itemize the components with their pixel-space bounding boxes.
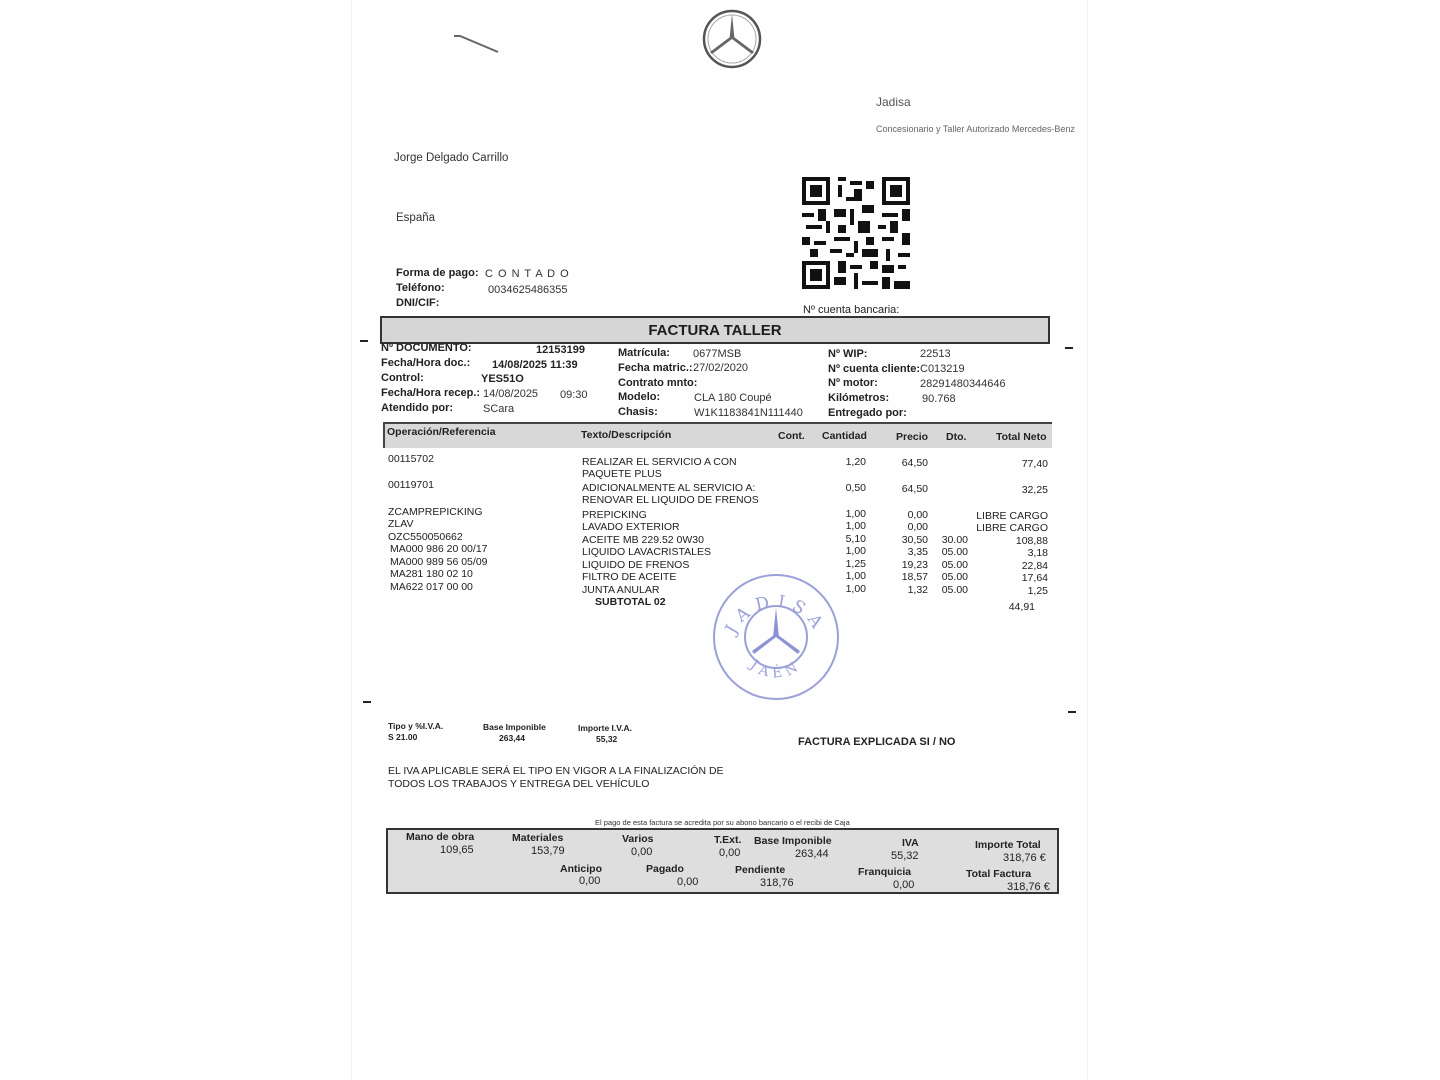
- item-desc: LIQUIDO DE FRENOS: [582, 559, 690, 571]
- item-disc: 05.00: [941, 559, 968, 571]
- item-total: 32,25: [1021, 484, 1048, 496]
- item-desc: PREPICKING: [582, 509, 647, 521]
- invoice-total-value: 318,76 €: [1007, 881, 1050, 893]
- payment-value: C O N T A D O: [485, 268, 570, 280]
- col-ref: Operación/Referencia: [387, 426, 496, 438]
- franchise-label: Franquicia: [858, 866, 912, 878]
- labor-value: 109,65: [440, 844, 474, 856]
- paid-value: 0,00: [677, 876, 699, 888]
- materials-value: 153,79: [531, 845, 565, 857]
- phone-value: 0034625486355: [488, 284, 568, 296]
- item-qty: 0,50: [845, 482, 866, 494]
- item-ref: MA281 180 02 10: [390, 568, 473, 580]
- km-value: 90.768: [922, 393, 956, 405]
- engine-value: 28291480344646: [920, 378, 1006, 390]
- advance-value: 0,00: [579, 875, 601, 887]
- item-disc: 05.00: [941, 546, 968, 558]
- item-qty: 1,25: [845, 558, 866, 570]
- vat-notice-line2: TODOS LOS TRABAJOS Y ENTREGA DEL VEHÍCULO: [388, 778, 650, 790]
- invoice-explained: FACTURA EXPLICADA SI / NO: [798, 736, 956, 748]
- item-qty: 1,00: [845, 508, 866, 520]
- control-label: Control:: [381, 372, 424, 384]
- item-price: 18,57: [901, 571, 928, 583]
- company-name: Jadisa: [876, 95, 911, 109]
- qr-code: [802, 177, 910, 289]
- reception-date: 14/08/2025: [483, 388, 539, 400]
- item-desc-2: RENOVAR EL LIQUIDO DE FRENOS: [582, 494, 759, 506]
- contract-label: Contrato mnto:: [618, 377, 698, 389]
- item-price: 64,50: [901, 457, 928, 469]
- delivered-label: Entregado por:: [828, 407, 907, 419]
- import-total-value: 318,76 €: [1003, 852, 1046, 864]
- col-disc: Dto.: [946, 431, 967, 443]
- phone-label: Teléfono:: [396, 282, 445, 294]
- text-label: T.Ext.: [714, 834, 742, 846]
- item-total: 77,40: [1021, 458, 1048, 470]
- item-desc: LIQUIDO LAVACRISTALES: [582, 546, 711, 558]
- plate-value: 0677MSB: [693, 348, 742, 360]
- iva-label: IVA: [902, 837, 919, 849]
- vat-type-label: Tipo y %I.V.A.: [388, 721, 444, 731]
- item-qty: 1,00: [845, 570, 866, 582]
- vat-amount-value: 55,32: [596, 734, 618, 744]
- invoice-total-label: Total Factura: [966, 868, 1032, 880]
- doc-number-value: 12153199: [536, 344, 585, 356]
- item-desc: ACEITE MB 229.52 0W30: [582, 534, 704, 546]
- client-account-label: Nº cuenta cliente:: [828, 363, 921, 375]
- payment-note: El pago de esta factura se acredita por su abono bancario o el recibi de Caja: [595, 818, 850, 827]
- item-total: LIBRE CARGO: [976, 510, 1048, 522]
- model-value: CLA 180 Coupé: [694, 392, 772, 404]
- invoice-title: FACTURA TALLER: [380, 316, 1050, 344]
- pending-label: Pendiente: [735, 864, 786, 876]
- reception-label: Fecha/Hora recep.:: [381, 387, 481, 399]
- engine-label: Nº motor:: [828, 377, 878, 389]
- item-qty: 1,00: [845, 545, 866, 557]
- materials-label: Materiales: [512, 832, 564, 844]
- text-value: 0,00: [719, 847, 741, 859]
- client-account-value: C013219: [920, 363, 965, 375]
- jadisa-jaen-stamp: [711, 572, 841, 702]
- stamp-bottom-text: JAÉN: [746, 657, 806, 682]
- vat-amount-label: Importe I.V.A.: [578, 723, 633, 733]
- item-ref: 00119701: [388, 479, 434, 491]
- mercedes-star-icon: [701, 8, 763, 70]
- dni-label: DNI/CIF:: [396, 297, 440, 309]
- advance-label: Anticipo: [560, 863, 602, 875]
- item-desc: JUNTA ANULAR: [582, 584, 660, 596]
- attended-value: SCara: [483, 403, 515, 415]
- item-disc: 05.00: [941, 571, 968, 583]
- misc-value: 0,00: [631, 846, 653, 858]
- col-price: Precio: [896, 431, 929, 443]
- col-total: Total Neto: [996, 431, 1047, 443]
- franchise-value: 0,00: [893, 879, 915, 891]
- company-subtitle: Concesionario y Taller Autorizado Mercedes-Benz: [876, 124, 1075, 134]
- item-ref: ZLAV: [388, 518, 414, 530]
- km-label: Kilómetros:: [828, 392, 890, 404]
- margin-mark: [1065, 347, 1073, 349]
- item-price: 0,00: [907, 521, 928, 533]
- base-label: Base Imponible: [754, 835, 832, 847]
- chassis-label: Chasis:: [618, 406, 658, 418]
- item-qty: 1,00: [845, 583, 866, 595]
- item-desc-2: PAQUETE PLUS: [582, 468, 662, 480]
- item-price: 1,32: [907, 584, 928, 596]
- vat-type-value: S 21.00: [388, 732, 418, 742]
- col-qty: Cantidad: [822, 430, 867, 442]
- item-total: LIBRE CARGO: [976, 522, 1048, 534]
- item-ref: ZCAMPREPICKING: [388, 506, 483, 518]
- customer-country: España: [396, 212, 436, 224]
- misc-label: Varios: [622, 833, 654, 845]
- stamp-top-text: JADISA: [721, 591, 831, 638]
- col-cont: Cont.: [778, 430, 805, 442]
- item-qty: 1,00: [845, 520, 866, 532]
- item-qty: 1,20: [845, 456, 866, 468]
- item-ref: 00115702: [388, 453, 434, 465]
- item-total: 17,64: [1021, 572, 1048, 584]
- item-desc: ADICIONALMENTE AL SERVICIO A:: [582, 482, 756, 494]
- import-total-label: Importe Total: [975, 839, 1041, 851]
- pending-value: 318,76: [760, 877, 794, 889]
- doc-date-value: 14/08/2025 11:39: [492, 359, 578, 371]
- base-value: 263,44: [795, 848, 829, 860]
- item-total: 22,84: [1021, 560, 1048, 572]
- wip-value: 22513: [920, 348, 951, 360]
- customer-name: Jorge Delgado Carrillo: [394, 152, 509, 164]
- vat-notice-line1: EL IVA APLICABLE SERÁ EL TIPO EN VIGOR A LA FINALIZACIÓN DE: [388, 765, 724, 777]
- item-price: 19,23: [901, 559, 928, 571]
- item-price: 64,50: [901, 483, 928, 495]
- labor-label: Mano de obra: [406, 831, 475, 843]
- registration-value: 27/02/2020: [693, 362, 749, 374]
- item-desc: FILTRO DE ACEITE: [582, 571, 677, 583]
- margin-mark: [360, 340, 368, 342]
- paid-label: Pagado: [646, 863, 684, 875]
- item-ref: MA000 986 20 00/17: [390, 543, 488, 555]
- chassis-value: W1K1183841N111440: [694, 407, 803, 419]
- registration-label: Fecha matric.:: [618, 362, 693, 374]
- bank-account-label: Nº cuenta bancaria:: [803, 304, 900, 316]
- vat-base-label: Base Imponible: [483, 722, 546, 732]
- item-disc: 05.00: [941, 584, 968, 596]
- item-ref: MA622 017 00 00: [390, 581, 473, 593]
- wip-label: Nº WIP:: [828, 348, 868, 360]
- item-price: 30,50: [901, 534, 928, 546]
- iva-value: 55,32: [891, 850, 919, 862]
- plate-label: Matrícula:: [618, 347, 670, 359]
- item-desc: REALIZAR EL SERVICIO A CON: [582, 456, 737, 468]
- item-price: 3,35: [907, 546, 928, 558]
- item-disc: 30.00: [941, 534, 968, 546]
- doc-date-label: Fecha/Hora doc.:: [381, 357, 471, 369]
- doc-number-label: Nº DOCUMENTO:: [381, 342, 472, 354]
- control-value: YES51O: [481, 373, 524, 385]
- item-desc: LAVADO EXTERIOR: [582, 521, 680, 533]
- subtotal-value: 44,91: [1008, 601, 1035, 613]
- subtotal-label: SUBTOTAL 02: [595, 596, 666, 608]
- reception-time: 09:30: [560, 389, 588, 401]
- item-total: 108,88: [1015, 535, 1048, 547]
- staple-mark: [452, 32, 502, 56]
- attended-label: Atendido por:: [381, 402, 454, 414]
- item-ref: MA000 989 56 05/09: [390, 556, 488, 568]
- item-total: 1,25: [1027, 585, 1048, 597]
- item-ref: OZC550050662: [388, 531, 463, 543]
- item-qty: 5,10: [845, 533, 866, 545]
- item-price: 0,00: [907, 509, 928, 521]
- vat-base-value: 263,44: [499, 733, 525, 743]
- col-desc: Texto/Descripción: [581, 429, 672, 441]
- margin-mark: [1068, 711, 1076, 713]
- payment-label: Forma de pago:: [396, 267, 479, 279]
- model-label: Modelo:: [618, 391, 661, 403]
- margin-mark: [363, 701, 371, 703]
- item-total: 3,18: [1027, 547, 1048, 559]
